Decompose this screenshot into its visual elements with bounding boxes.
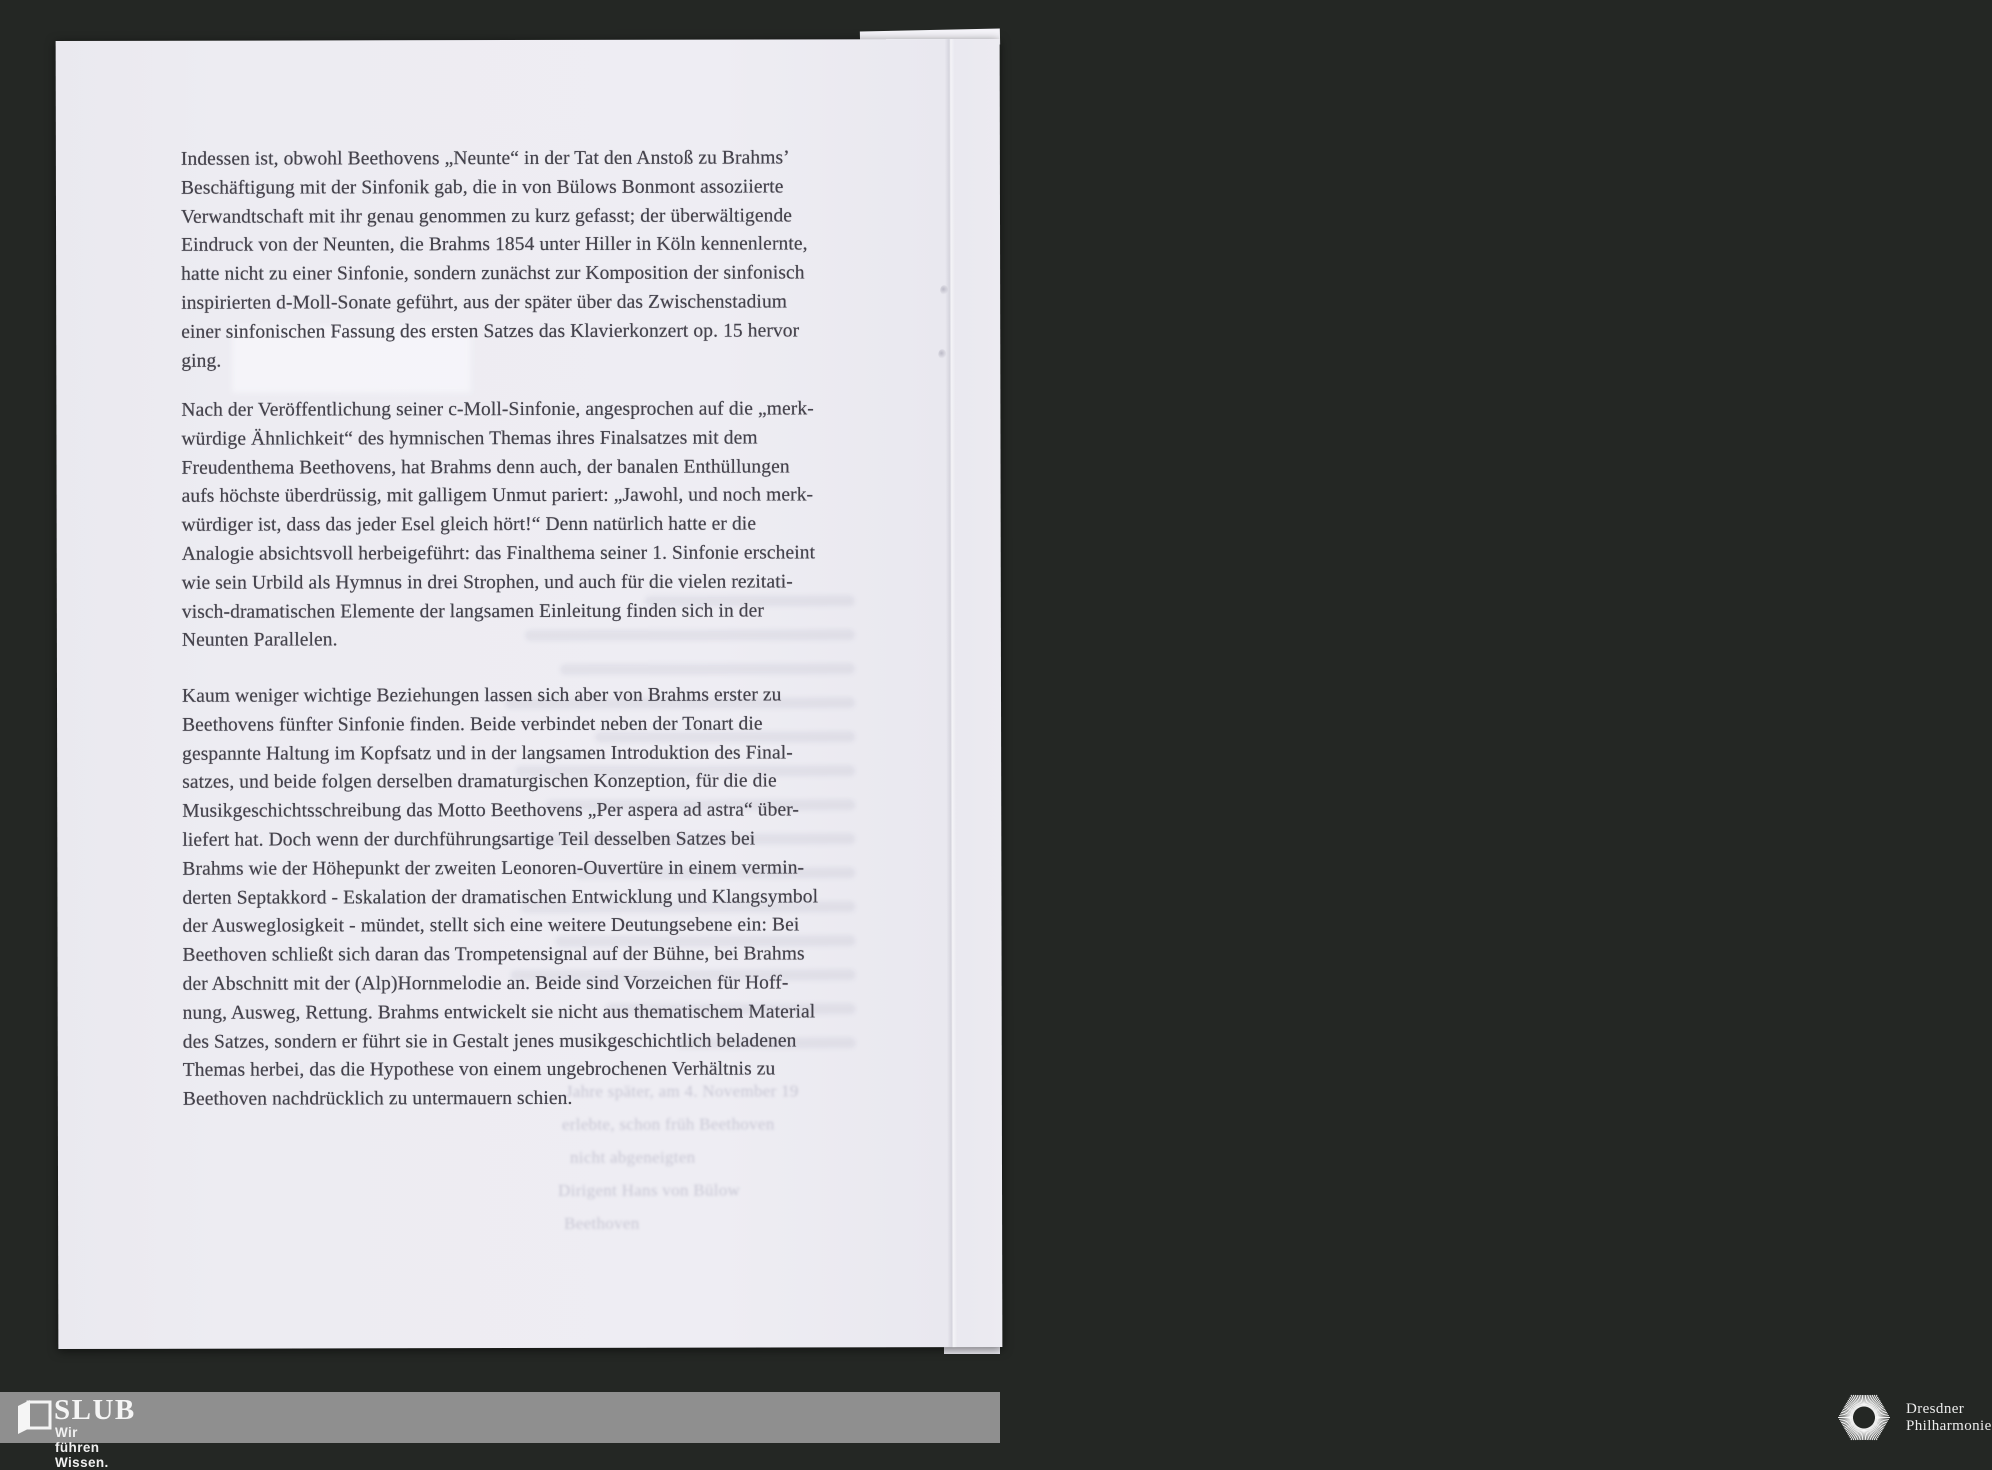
paragraph-3: Kaum weniger wichtige Beziehungen lassen sich aber von Brahms erster zu Beethovens fünfter Sinfonie finden. Beide verbindet neben der Tonart die gespannte Haltung im Kopfsatz und in der langsamen Introduktion des Final- satzes, und beide folgen derselben dramaturgischen Konzeption, für die die Musikgeschichtsschreibung das Motto Beethovens „Per aspera ad astra“ über- liefert hat. Doch wenn der durchführungsartige Teil desselben Satzes bei Brahms wie der Höhepunkt der zweiten Leonoren-Ouvertüre in einem vermin- derten Septakkord - Eskalation der dramatischen Entwicklung und Klangsymbol der Ausweglosigkeit - mündet, stellt sich eine weitere Deutungsebene ein: Bei Beethoven schließt sich daran das Trompetensignal auf der Bühne, bei Brahms der Abschnitt mit der (Alp)Hornmelodie an. Beide sind Vorzeichen für Hoff- nung, Ausweg, Rettung. Brahms entwickelt sie nicht aus thematischem Material des Satzes, sondern er führt sie in Gestalt jenes musikgeschichtlich beladenen Themas herbei, das die Hypothese von einem ungebrochenen Verhältnis zu Beethoven nachdrücklich zu untermauern schien. (181, 684, 819, 1110)
show-through-fragment: nicht abgeneigten (569, 1147, 696, 1167)
slub-tagline: Wir führen Wissen. (55, 1425, 109, 1470)
slub-wordmark[interactable]: SLUB (54, 1394, 136, 1426)
philharmonie-line2: Philharmonie (1906, 1418, 1992, 1434)
scanned-page[interactable] (56, 39, 1003, 1349)
slub-book-icon[interactable] (14, 1397, 52, 1437)
paragraph-2: Nach der Veröffentlichung seiner c-Moll-Sinfonie, angesprochen auf die „merk- würdige Ähnlichkeit“ des hymnischen Themas ihres Finalsatzes mit dem Freudenthema Beethovens, hat Brahms denn auch, der banalen Enthüllungen aufs höchste überdrüssig, mit galligem Unmut pariert: „Jawohl, und noch merk- würdiger ist, dass das jeder Esel gleich hört!“ Denn natürlich hatte er die Analogie absichtsvoll herbeigeführt: das Finalthema seiner 1. Sinfonie erscheint wie sein Urbild als Hymnus in drei Strophen, und auch für die vielen rezitati- visch-dramatischen Elemente der langsamen Einleitung finden sich in der Neunten Parallelen. (181, 398, 816, 652)
show-through-fragment: Beethoven (564, 1213, 640, 1233)
philharmonie-sunburst-icon[interactable] (1836, 1391, 1892, 1444)
show-through-fragment: Jahre später, am 4. November 19 (565, 1081, 799, 1101)
staple-mark (940, 285, 948, 295)
show-through-fragment: Dirigent Hans von Bülow (558, 1180, 741, 1200)
staple-mark (938, 349, 946, 359)
viewer-footer-bar (0, 1392, 1992, 1470)
show-through-line (560, 663, 855, 675)
page-fold-crease (945, 39, 958, 1347)
paragraph-1: Indessen ist, obwohl Beethovens „Neunte“ in der Tat den Anstoß zu Brahms’ Beschäftigung mit der Sinfonik gab, die in von Bülows Bonmont assoziierte Verwandtschaft mit ihr genau genommen zu kurz gefasst; der überwältigende Eindruck von der Neunten, die Brahms 1854 unter Hiller in Köln kennenlernte, hatte nicht zu einer Sinfonie, sondern zunächst zur Komposition der sinfonisch inspirierten d-Moll-Sonate geführt, aus der später über das Zwischenstadium einer sinfonischen Fassung des ersten Satzes das Klavierkonzert op. 15 hervor ging. (180, 147, 808, 372)
philharmonie-label (1906, 1401, 1992, 1435)
philharmonie-line1: Dresdner (1906, 1401, 1965, 1417)
show-through-lines (56, 39, 1000, 41)
show-through-fragment: erlebte, schon früh Beethoven (561, 1114, 775, 1134)
